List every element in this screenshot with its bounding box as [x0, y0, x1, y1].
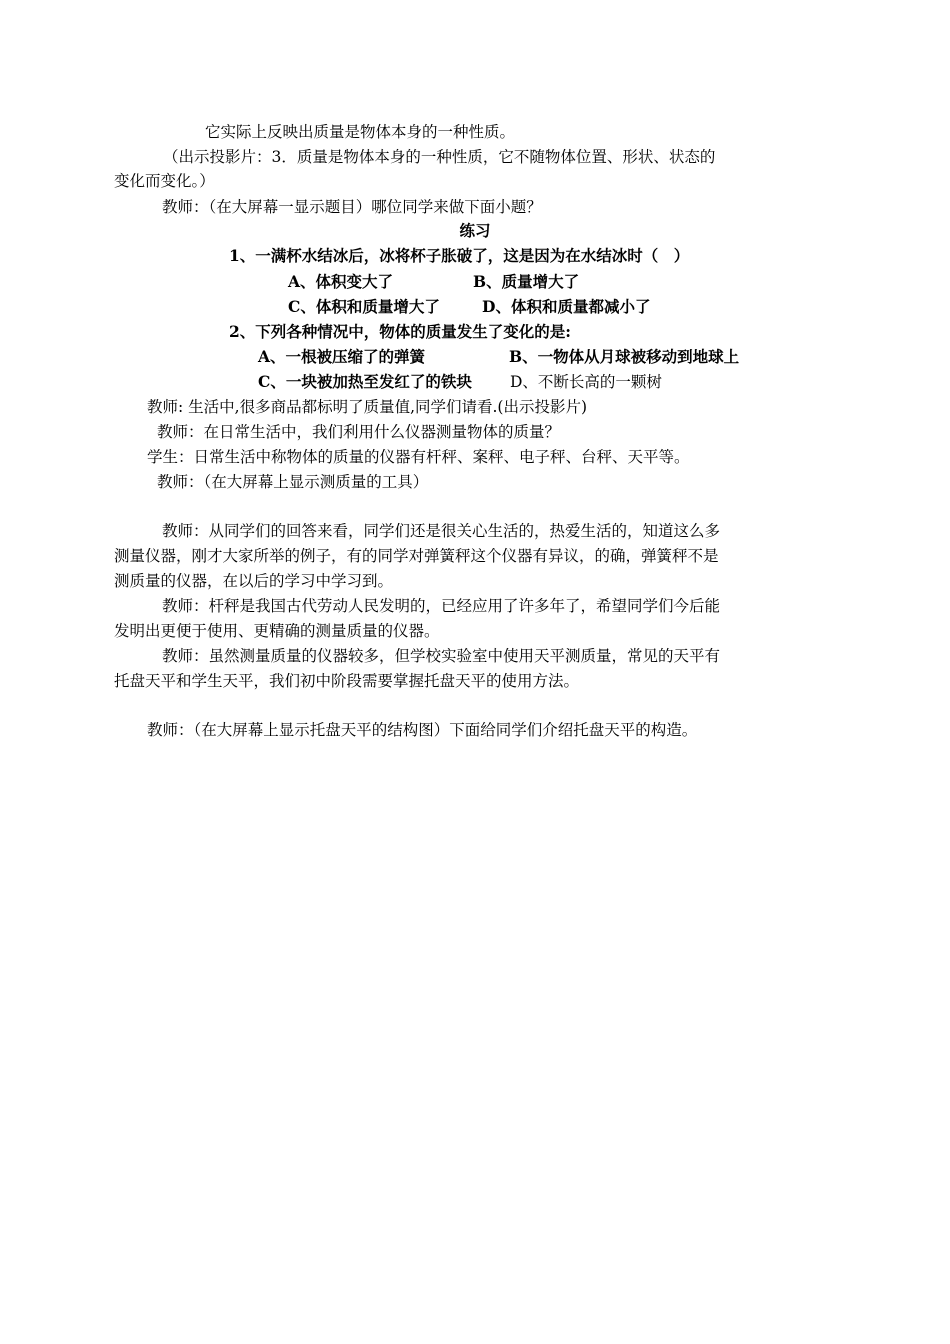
- body-para-2-line-2: 发明出更便于使用、更精确的测量质量的仪器。: [114, 622, 440, 640]
- question-2-option-c: C、一块被加热至发红了的铁块: [258, 372, 472, 391]
- dialogue-teacher-tools: 教师：（在大屏幕上显示测质量的工具）: [157, 473, 429, 491]
- question-2-option-a: A、一根被压缩了的弹簧: [258, 347, 426, 366]
- exercise-heading: 练习: [459, 221, 491, 240]
- body-para-1-line-3: 测质量的仪器，在以后的学习中学习到。: [114, 572, 394, 590]
- question-1-option-c: C、体积和质量增大了: [288, 297, 440, 316]
- body-para-1-line-2: 测量仪器，刚才大家所举的例子，有的同学对弹簧秤这个仪器有异议，的确，弹簧秤不是: [114, 547, 719, 565]
- dialogue-teacher-question: 教师：在日常生活中，我们利用什么仪器测量物体的质量？: [157, 423, 561, 441]
- question-1-option-b: B、质量增大了: [473, 272, 580, 291]
- paragraph-slide-line-2: 变化而变化。）: [114, 172, 215, 190]
- dialogue-teacher-products: 教师: 生活中,很多商品都标明了质量值,同学们请看.(出示投影片): [147, 398, 588, 416]
- body-para-3-line-2: 托盘天平和学生天平，我们初中阶段需要掌握托盘天平的使用方法。: [114, 672, 580, 690]
- paragraph-property-statement: 它实际上反映出质量是物体本身的一种性质。: [205, 123, 516, 141]
- question-2-stem: 2、下列各种情况中，物体的质量发生了变化的是:: [229, 322, 572, 341]
- question-1-option-a: A、体积变大了: [288, 272, 394, 291]
- question-2-option-d: D、不断长高的一颗树: [510, 373, 662, 391]
- dialogue-student-answer: 学生：日常生活中称物体的质量的仪器有杆秤、案秤、电子秤、台秤、天平等。: [147, 448, 690, 466]
- question-1-stem: 1、一满杯水结冰后，冰将杯子胀破了，这是因为在水结冰时（ ）: [229, 246, 690, 265]
- question-2-option-b: B、一物体从月球被移动到地球上: [509, 347, 740, 366]
- paragraph-teacher-prompt: 教师：（在大屏幕一显示题目）哪位同学来做下面小题？: [162, 198, 542, 216]
- body-para-3-line-1: 教师：虽然测量质量的仪器较多，但学校实验室中使用天平测质量，常见的天平有: [162, 647, 721, 665]
- body-para-1-line-1: 教师：从同学们的回答来看，同学们还是很关心生活的，热爱生活的，知道这么多: [162, 522, 721, 540]
- question-1-option-d: D、体积和质量都减小了: [482, 297, 651, 316]
- body-para-4: 教师：（在大屏幕上显示托盘天平的结构图）下面给同学们介绍托盘天平的构造。: [147, 721, 698, 739]
- paragraph-slide-line-1: （出示投影片：3．质量是物体本身的一种性质，它不随物体位置、形状、状态的: [163, 148, 716, 166]
- body-para-2-line-1: 教师：杆秤是我国古代劳动人民发明的，已经应用了许多年了，希望同学们今后能: [162, 597, 721, 615]
